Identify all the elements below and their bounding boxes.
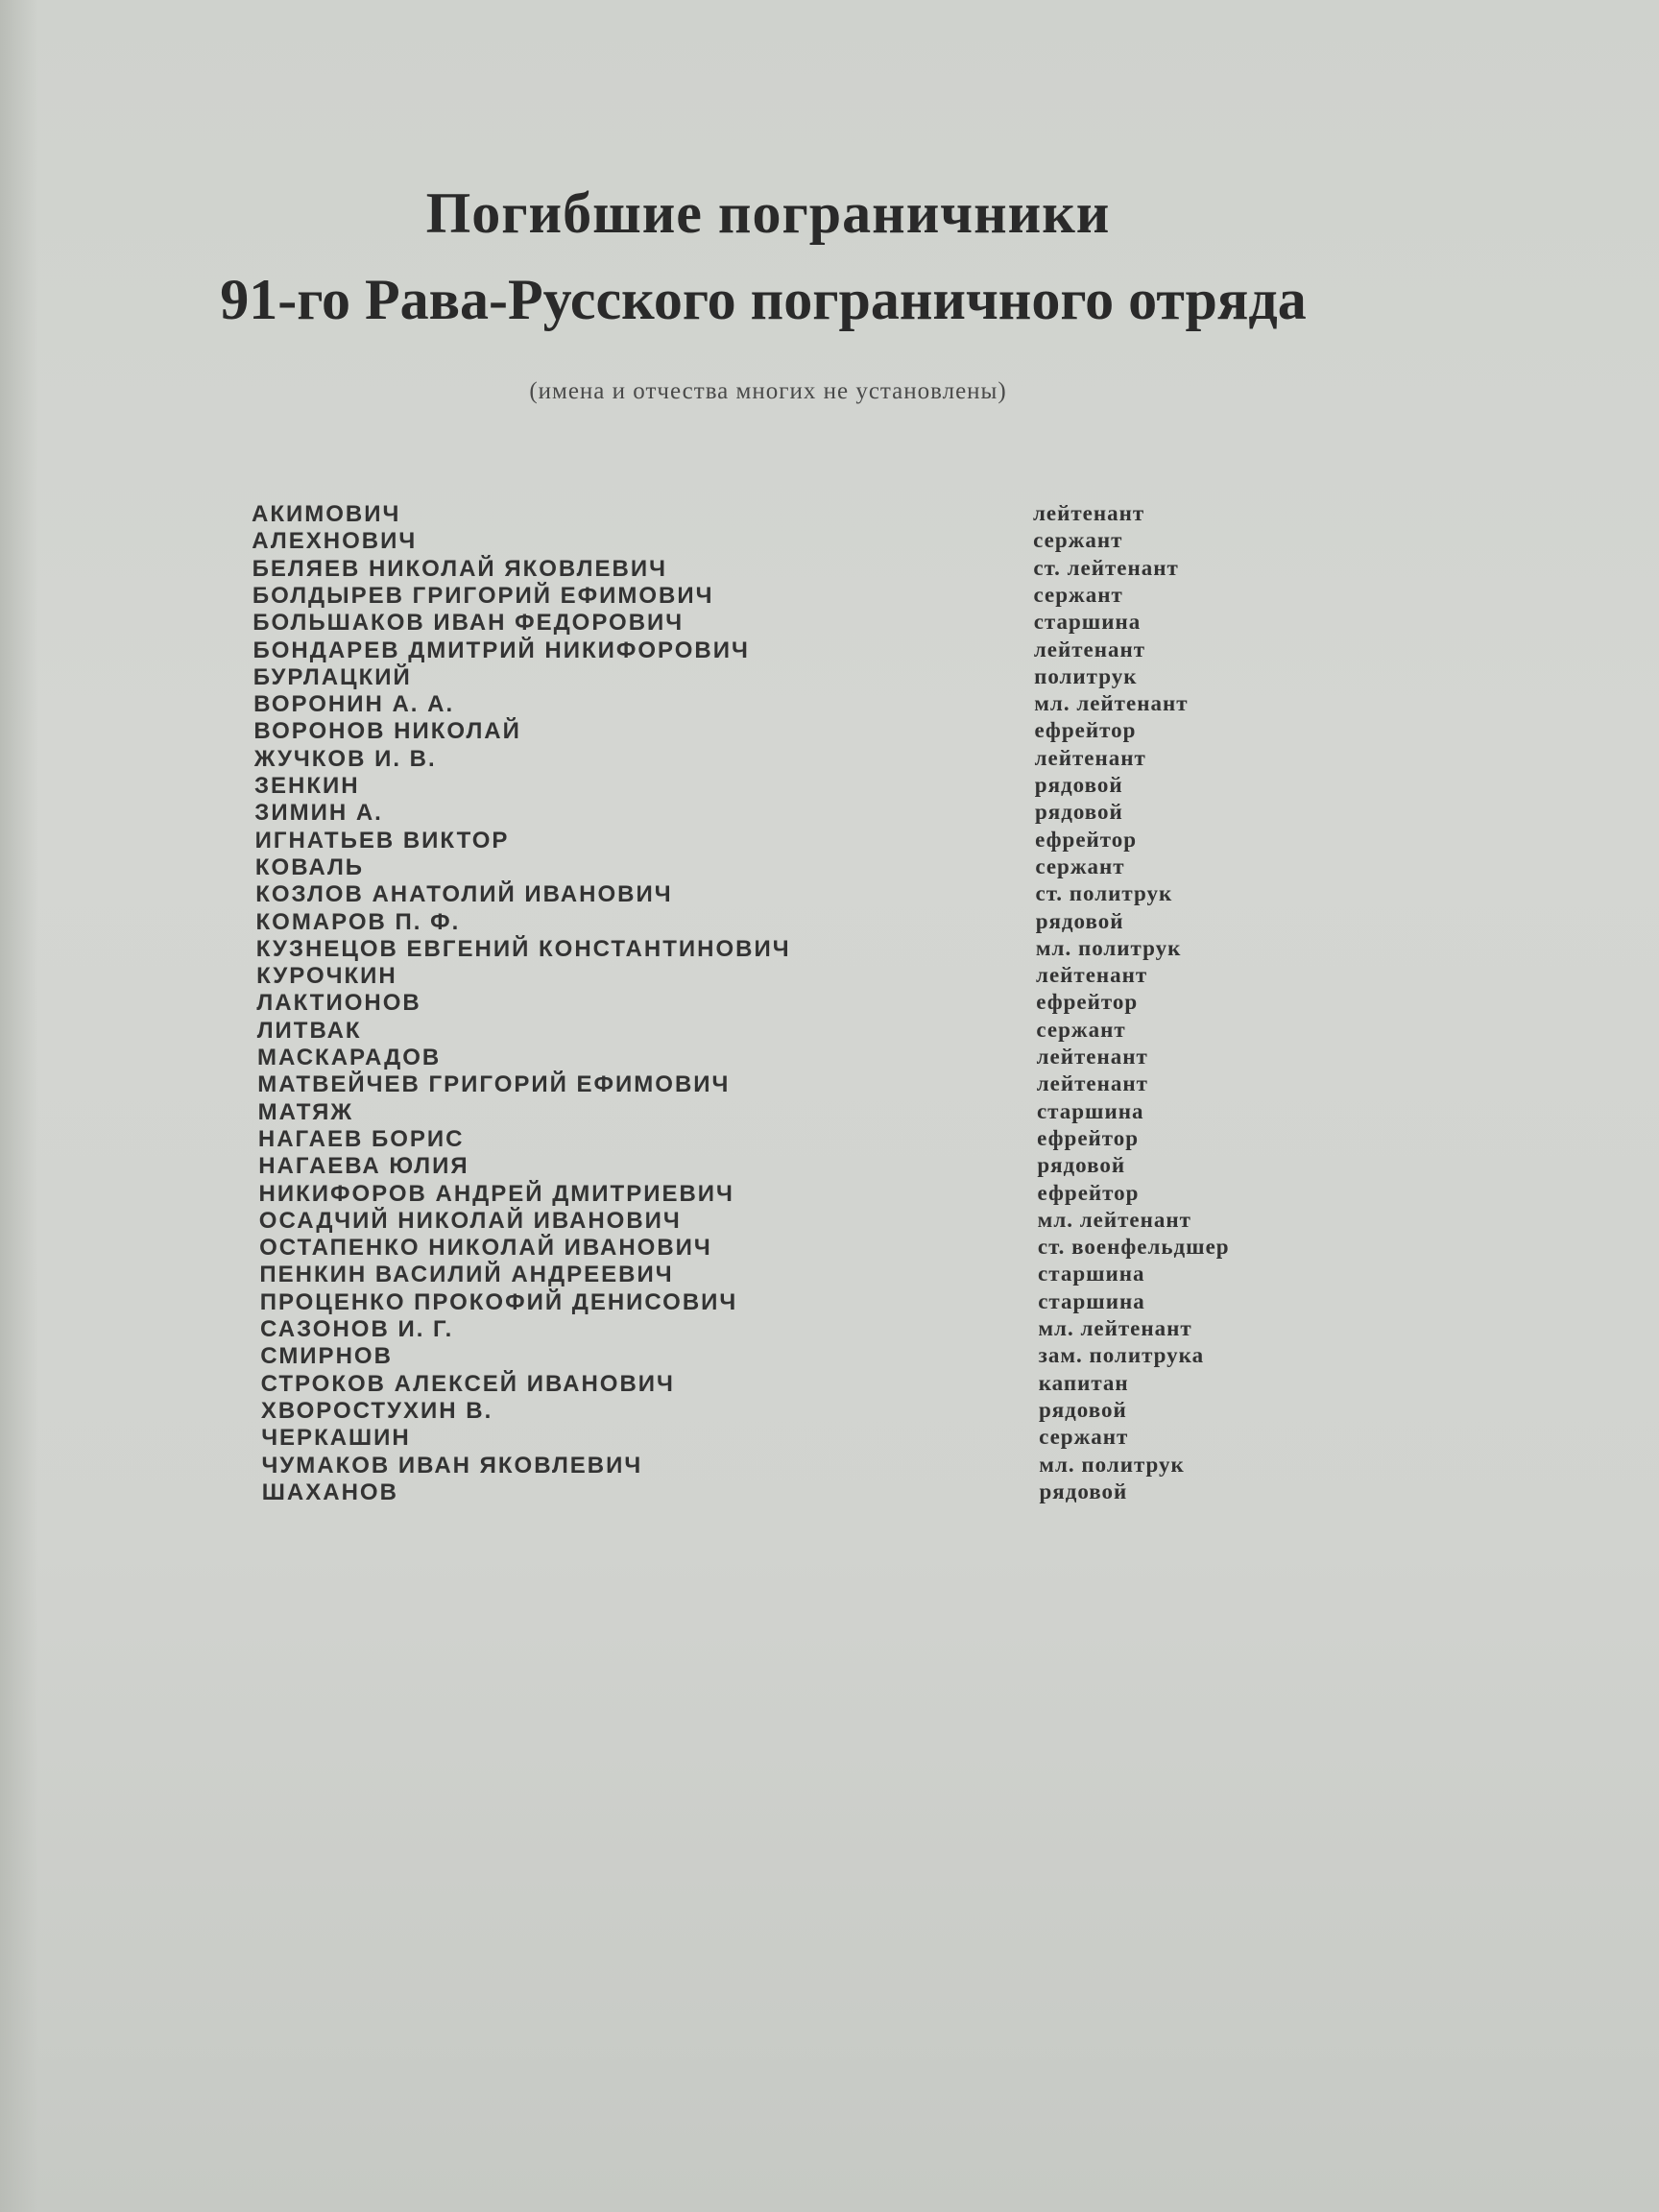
- roster-name: ВОРОНИН А. А.: [253, 691, 455, 718]
- roster-rank: мл. лейтенант: [1034, 691, 1189, 716]
- roster-name: СТРОКОВ АЛЕКСЕЙ ИВАНОВИЧ: [260, 1370, 675, 1397]
- roster-row: [0, 746, 1659, 773]
- roster-row: [0, 909, 1659, 936]
- roster-name: БОНДАРЕВ ДМИТРИЙ НИКИФОРОВИЧ: [252, 637, 750, 663]
- roster-rank: мл. лейтенант: [1037, 1207, 1191, 1232]
- roster-rank: рядовой: [1038, 1397, 1127, 1422]
- page-title-line-2: 91-го Рава-Русского пограничного отряда: [220, 268, 1307, 331]
- roster-rank: лейтенант: [1033, 501, 1145, 525]
- roster-name: НИКИФОРОВ АНДРЕЙ ДМИТРИЕВИЧ: [258, 1180, 734, 1207]
- roster-row: [0, 610, 1659, 637]
- roster-name: АКИМОВИЧ: [252, 501, 401, 527]
- roster-row: [0, 1181, 1659, 1208]
- roster-rank: мл. политрук: [1039, 1452, 1185, 1477]
- roster-rank: старшина: [1036, 1098, 1144, 1123]
- roster-rank: мл. лейтенант: [1038, 1316, 1192, 1340]
- roster-name: ИГНАТЬЕВ ВИКТОР: [254, 827, 510, 854]
- roster-rank: рядовой: [1035, 908, 1124, 933]
- roster-row: [0, 637, 1659, 664]
- roster-row: [0, 936, 1659, 963]
- roster-name: ЧЕРКАШИН: [261, 1425, 411, 1452]
- roster-rank: ст. политрук: [1035, 881, 1173, 906]
- roster-rank: лейтенант: [1036, 1071, 1148, 1096]
- roster-row: [0, 1099, 1659, 1126]
- roster-row: [0, 1235, 1659, 1262]
- roster-row: [0, 773, 1659, 800]
- roster-name: КУРОЧКИН: [256, 963, 397, 990]
- roster-row: [0, 501, 1659, 528]
- roster-rank: капитан: [1038, 1370, 1129, 1395]
- roster-name: ОСАДЧИЙ НИКОЛАЙ ИВАНОВИЧ: [258, 1207, 682, 1234]
- roster-name: ЗЕНКИН: [254, 773, 360, 799]
- roster-name: БОЛЬШАКОВ ИВАН ФЕДОРОВИЧ: [252, 610, 685, 637]
- roster-rank: сержант: [1036, 1017, 1126, 1042]
- roster-name: АЛЕХНОВИЧ: [252, 528, 418, 555]
- page-title-line-1: Погибшие пограничники: [425, 181, 1111, 245]
- roster-rank: ефрейтор: [1037, 1180, 1140, 1205]
- roster-rank: старшина: [1033, 610, 1142, 635]
- roster-row: [0, 583, 1659, 610]
- roster-row: [0, 691, 1659, 718]
- roster-row: [0, 1343, 1659, 1370]
- roster-rank: лейтенант: [1034, 745, 1146, 770]
- roster-name: КОВАЛЬ: [254, 854, 365, 880]
- roster-rank: рядовой: [1034, 800, 1123, 825]
- roster-rank: мл. политрук: [1035, 935, 1182, 960]
- roster-rank: ефрейтор: [1035, 827, 1138, 852]
- roster-rank: лейтенант: [1036, 963, 1148, 988]
- roster-row: [0, 528, 1659, 555]
- roster-row: [0, 1371, 1659, 1398]
- roster-row: [0, 1453, 1659, 1479]
- roster-row: [0, 963, 1659, 990]
- roster-rank: старшина: [1038, 1262, 1145, 1286]
- roster-name: ВОРОНОВ НИКОЛАЙ: [253, 718, 521, 745]
- roster-row: [0, 1425, 1659, 1452]
- roster-name: ЧУМАКОВ ИВАН ЯКОВЛЕВИЧ: [261, 1452, 643, 1479]
- roster-rank: зам. политрука: [1038, 1343, 1205, 1368]
- roster-rank: старшина: [1038, 1288, 1145, 1313]
- roster-name: ХВОРОСТУХИН В.: [260, 1397, 493, 1424]
- roster-row: [0, 664, 1659, 691]
- roster-row: [0, 718, 1659, 745]
- roster-rank: рядовой: [1034, 773, 1123, 797]
- roster-row: [0, 1071, 1659, 1098]
- roster-name: КУЗНЕЦОВ ЕВГЕНИЙ КОНСТАНТИНОВИЧ: [255, 935, 791, 962]
- roster-name: КОЗЛОВ АНАТОЛИЙ ИВАНОВИЧ: [255, 881, 673, 908]
- roster-rank: ефрейтор: [1037, 1125, 1140, 1150]
- roster-name: ПЕНКИН ВАСИЛИЙ АНДРЕЕВИЧ: [259, 1262, 674, 1288]
- roster-row: [0, 828, 1659, 854]
- roster-rank: ефрейтор: [1036, 990, 1139, 1015]
- roster-name: МАСКАРАДОВ: [257, 1045, 442, 1070]
- roster-name: СМИРНОВ: [260, 1343, 393, 1370]
- roster-row: [0, 556, 1659, 583]
- roster-name: ЗИМИН А.: [254, 800, 383, 827]
- roster-row: [0, 1316, 1659, 1343]
- roster-name: КОМАРОВ П. Ф.: [255, 908, 461, 935]
- roster-row: [0, 854, 1659, 881]
- roster-name: ЛИТВАК: [256, 1017, 362, 1044]
- roster-row: [0, 1262, 1659, 1288]
- roster-row: [0, 1208, 1659, 1235]
- roster-row: [0, 1398, 1659, 1425]
- roster-rank: ст. военфельдшер: [1037, 1235, 1230, 1260]
- roster-rank: сержант: [1033, 528, 1123, 553]
- roster-row: [0, 1045, 1659, 1071]
- roster-row: [0, 1479, 1659, 1506]
- roster-name: ЖУЧКОВ И. В.: [253, 745, 437, 772]
- roster-row: [0, 1126, 1659, 1153]
- roster-name: МАТВЕЙЧЕВ ГРИГОРИЙ ЕФИМОВИЧ: [257, 1071, 731, 1098]
- roster-row: [0, 990, 1659, 1017]
- roster-row: [0, 881, 1659, 908]
- roster-row: [0, 1018, 1659, 1045]
- roster-name: БУРЛАЦКИЙ: [252, 663, 412, 690]
- roster-rank: рядовой: [1039, 1479, 1128, 1503]
- roster-rank: политрук: [1034, 663, 1138, 688]
- roster-row: [0, 1153, 1659, 1180]
- roster-rank: сержант: [1033, 582, 1123, 607]
- roster-name: ШАХАНОВ: [261, 1479, 398, 1505]
- roster-row: [0, 800, 1659, 827]
- roster-name: ПРОЦЕНКО ПРОКОФИЙ ДЕНИСОВИЧ: [259, 1288, 738, 1315]
- roster-name: ОСТАПЕНКО НИКОЛАЙ ИВАНОВИЧ: [259, 1235, 712, 1262]
- roster-rank: сержант: [1039, 1425, 1129, 1450]
- roster-name: ЛАКТИОНОВ: [256, 990, 421, 1017]
- roster-row: [0, 1289, 1659, 1316]
- roster-name: НАГАЕВ БОРИС: [257, 1125, 465, 1152]
- roster-rank: ефрейтор: [1034, 718, 1137, 743]
- roster-rank: лейтенант: [1033, 637, 1146, 661]
- roster-name: БОЛДЫРЕВ ГРИГОРИЙ ЕФИМОВИЧ: [252, 582, 714, 609]
- roster-rank: рядовой: [1037, 1153, 1126, 1178]
- roster-name: НАГАЕВА ЮЛИЯ: [258, 1153, 469, 1180]
- page-subtitle-note: (имена и отчества многих не установлены): [529, 378, 1007, 404]
- roster-list: [0, 501, 1659, 1538]
- roster-rank: ст. лейтенант: [1033, 555, 1179, 580]
- roster-name: МАТЯЖ: [257, 1098, 354, 1125]
- roster-rank: лейтенант: [1036, 1045, 1148, 1069]
- roster-name: БЕЛЯЕВ НИКОЛАЙ ЯКОВЛЕВИЧ: [252, 555, 667, 582]
- roster-rank: сержант: [1035, 854, 1125, 878]
- roster-name: САЗОНОВ И. Г.: [260, 1316, 454, 1342]
